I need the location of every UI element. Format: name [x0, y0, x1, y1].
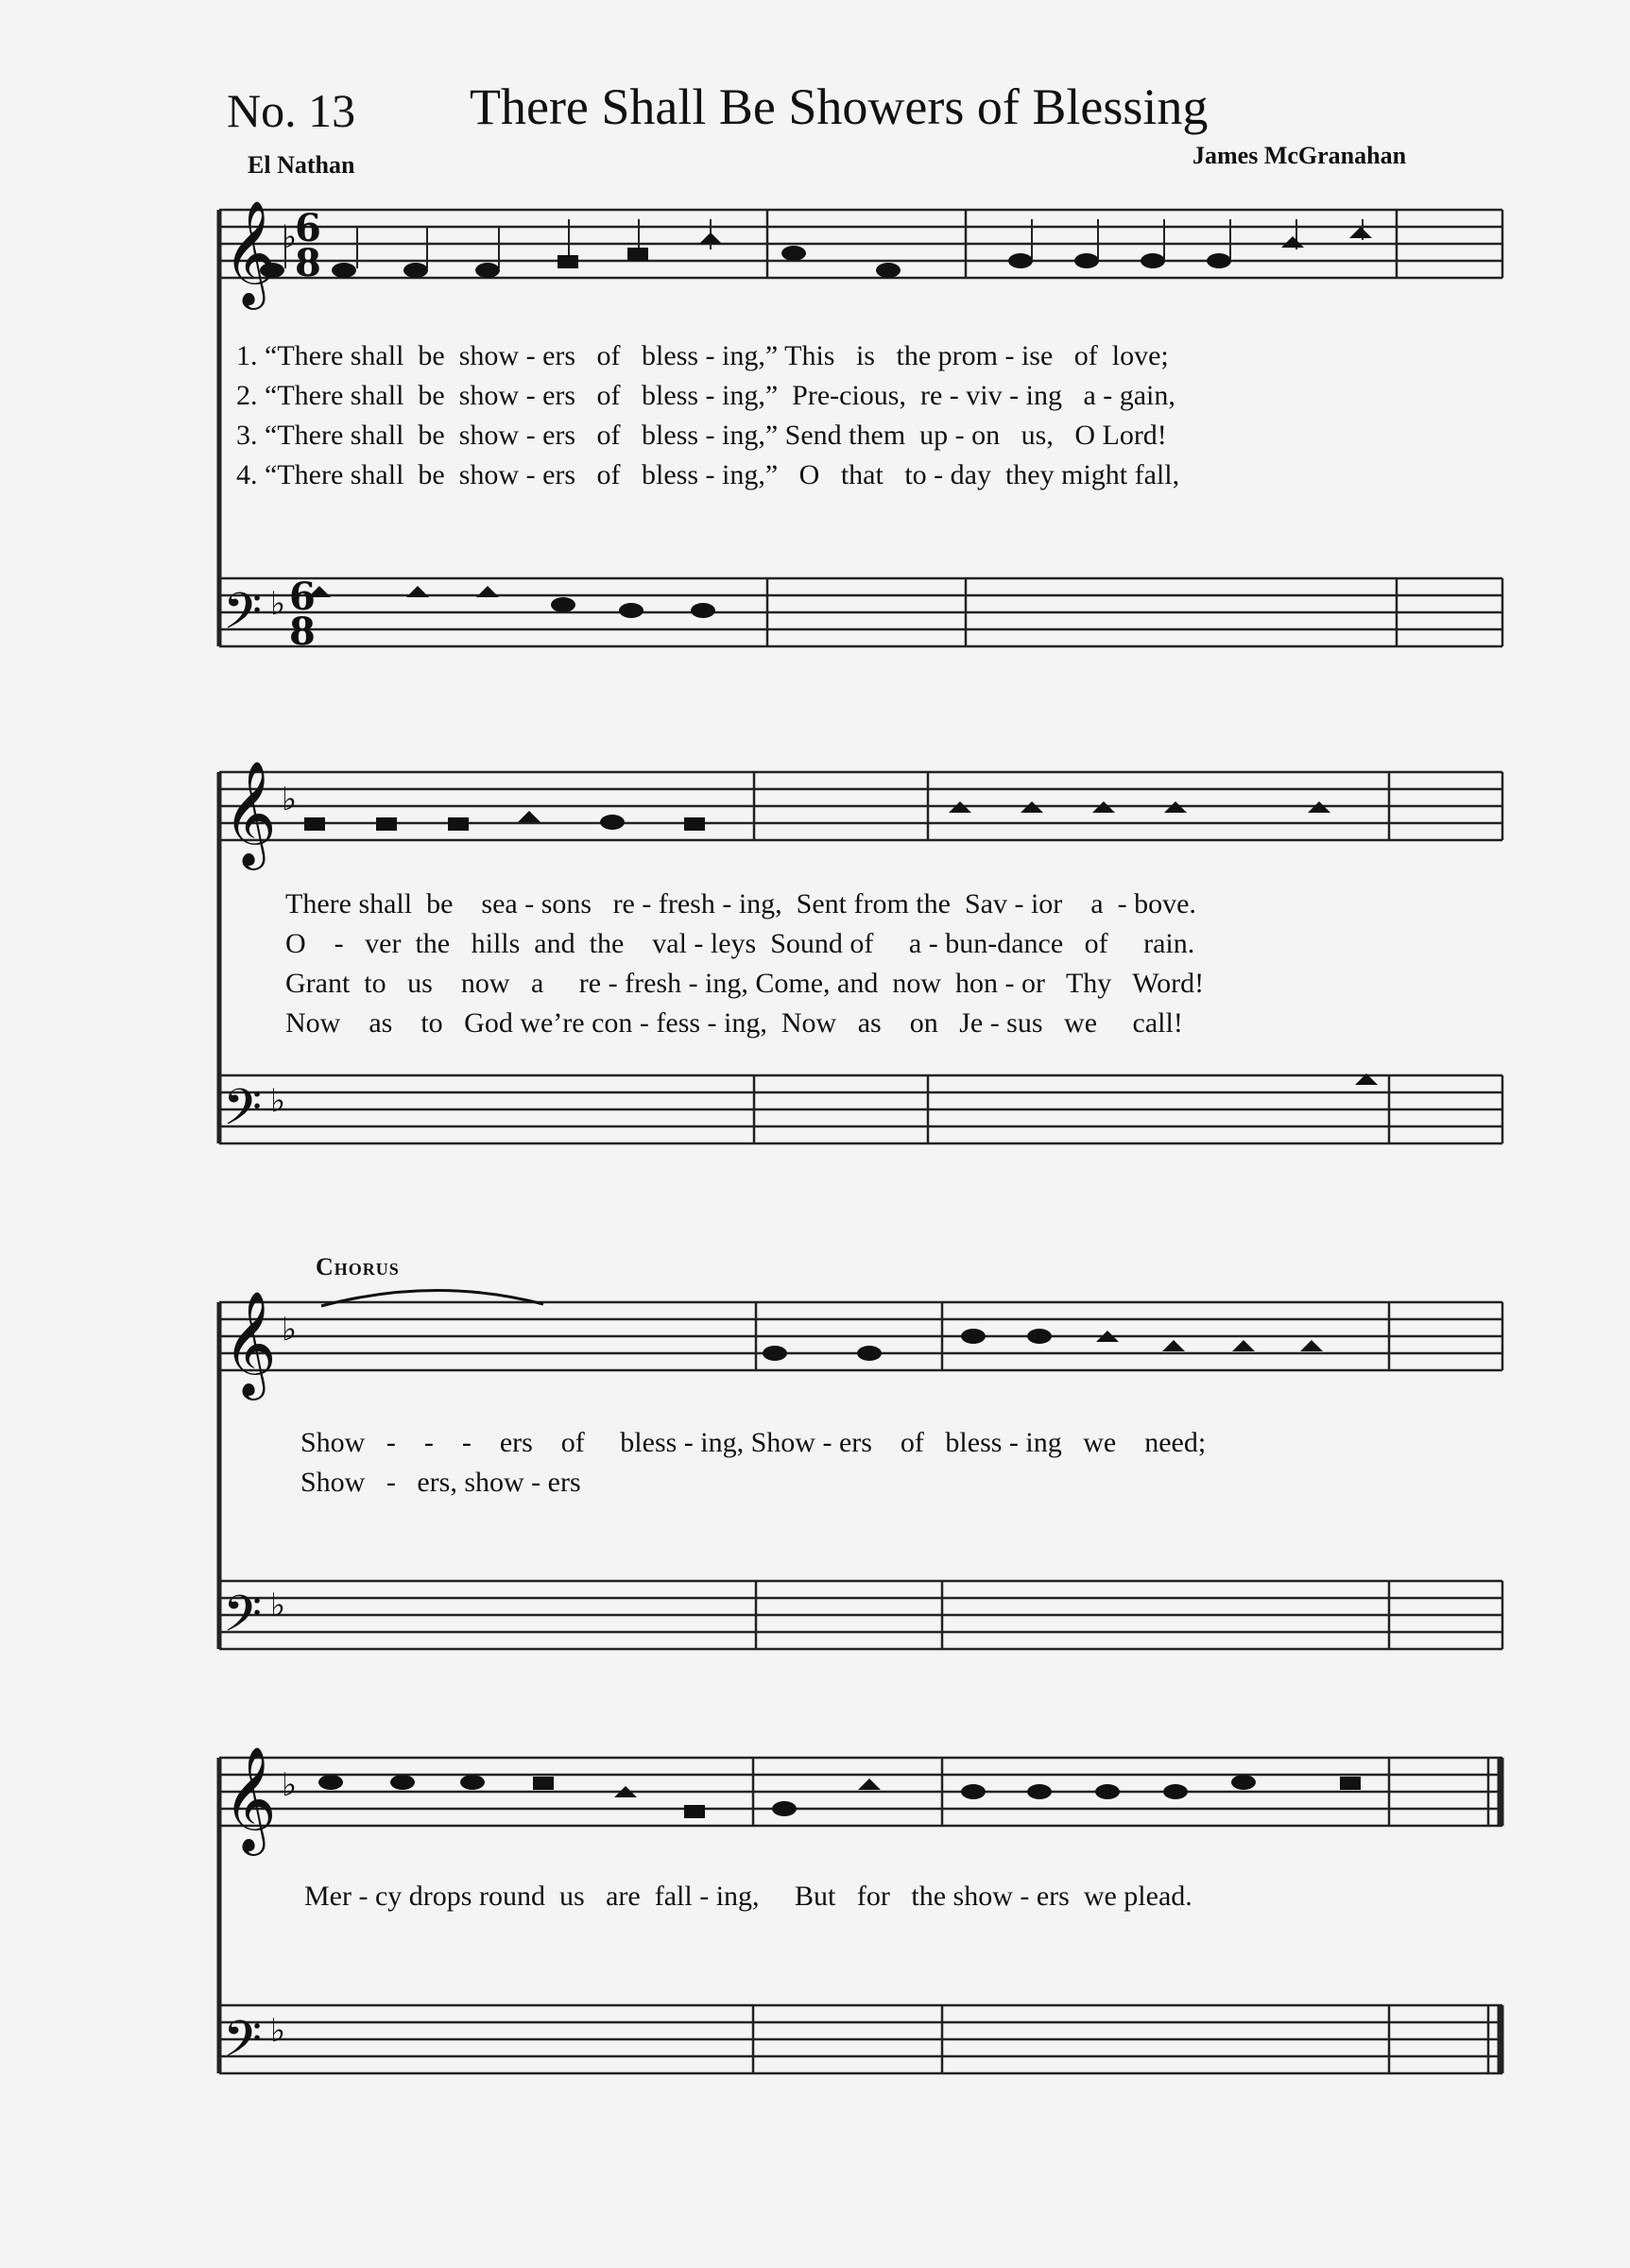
- staff-system1-bass: [219, 578, 1502, 646]
- staff-system3-bass: [219, 1581, 1502, 1649]
- author: El Nathan: [248, 151, 355, 179]
- svg-text:♭: ♭: [270, 1587, 286, 1624]
- staff-system2-treble: [219, 772, 1502, 840]
- staff-system4-bass: [219, 2005, 1502, 2073]
- svg-text:♭: ♭: [270, 1082, 286, 1120]
- svg-text:♭: ♭: [282, 1311, 298, 1349]
- staff-system2-bass: [219, 1075, 1502, 1143]
- svg-text:8: 8: [289, 610, 316, 654]
- verse-line-4b: Now as to God we’re con - fess - ing, Now as on Je - sus we call!: [285, 1007, 1183, 1039]
- svg-text:𝄞: 𝄞: [223, 199, 277, 305]
- svg-text:♭: ♭: [282, 781, 298, 818]
- svg-text:♭: ♭: [282, 218, 298, 256]
- verse-line-2b: O - ver the hills and the val - leys Sound of a - bun-dance of rain.: [285, 928, 1195, 959]
- staff-system3-treble: [219, 1302, 1502, 1370]
- svg-text:6: 6: [295, 206, 321, 250]
- hymn-number: No. 13: [227, 84, 356, 137]
- final-line: Mer - cy drops round us are fall - ing, But for the show - ers we plead.: [304, 1881, 1192, 1912]
- svg-text:𝄢: 𝄢: [223, 1586, 263, 1656]
- verse-line-1a: 1. “There shall be show - ers of bless - ing,” This is the prom - ise of love;: [236, 340, 1169, 371]
- svg-text:𝄢: 𝄢: [223, 2011, 263, 2081]
- svg-text:𝄢: 𝄢: [223, 583, 263, 653]
- composer: James McGranahan: [1192, 142, 1407, 169]
- chorus-line-2: Show - ers, show - ers: [300, 1467, 581, 1498]
- svg-text:𝄞: 𝄞: [223, 1745, 277, 1851]
- svg-text:𝄞: 𝄞: [223, 760, 277, 866]
- svg-text:♭: ♭: [282, 1766, 298, 1804]
- chorus-line-1: Show - - - ers of bless - ing, Show - ers of bless - ing we need;: [300, 1427, 1207, 1458]
- verse-line-3a: 3. “There shall be show - ers of bless - ing,” Send them up - on us, O Lord!: [236, 420, 1167, 451]
- svg-text:6: 6: [289, 575, 316, 619]
- verse-line-3b: Grant to us now a re - fresh - ing, Come, and now hon - or Thy Word!: [285, 968, 1205, 999]
- svg-text:𝄢: 𝄢: [223, 1079, 263, 1149]
- hymn-title: There Shall Be Showers of Blessing: [470, 78, 1209, 135]
- svg-text:♭: ♭: [270, 2012, 286, 2050]
- verse-line-1b: There shall be sea - sons re - fresh - ing, Sent from the Sav - ior a - bove.: [285, 888, 1196, 919]
- svg-text:𝄞: 𝄞: [223, 1290, 277, 1396]
- chorus-label: Chorus: [316, 1253, 400, 1280]
- staff-system4-treble: [219, 1758, 1502, 1826]
- verse-line-4a: 4. “There shall be show - ers of bless - ing,” O that to - day they might fall,: [236, 459, 1180, 490]
- verse-line-2a: 2. “There shall be show - ers of bless - ing,” Pre-cious, re - viv - ing a - gain,: [236, 380, 1175, 411]
- svg-text:♭: ♭: [270, 585, 286, 623]
- svg-text:8: 8: [295, 241, 321, 285]
